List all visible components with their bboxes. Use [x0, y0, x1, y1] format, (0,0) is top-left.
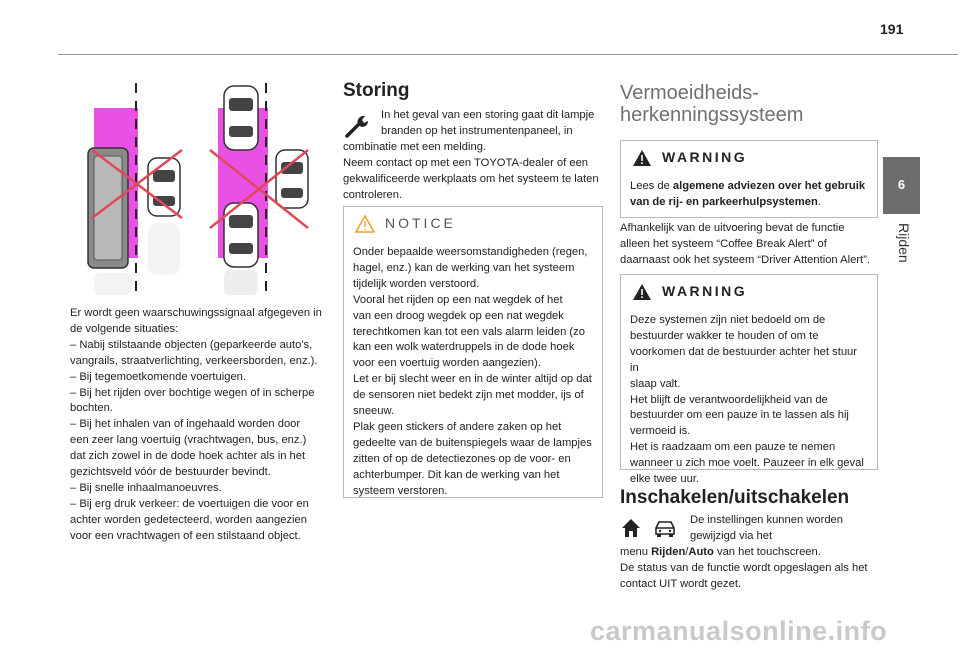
text-line: systeem verstoren.	[353, 484, 448, 497]
text-line: controleren.	[343, 188, 403, 201]
notice-box	[343, 206, 603, 498]
text-line: – Nabij stilstaande objecten (geparkeerde auto's,	[70, 338, 313, 351]
text-line: gewijzigd via het	[690, 529, 773, 542]
warning-title: WARNING	[662, 283, 748, 300]
variant-paragraph	[620, 221, 878, 269]
text-line: gezichtsveld vóór de bestuurder bevindt.	[70, 466, 271, 479]
text-line: achter worden gedetecteerd, worden aangezien	[70, 513, 307, 526]
text-line: achterbumper. Dit kan de werking van het	[353, 468, 560, 481]
text-span: /	[685, 545, 689, 558]
text-line: voor een vrachtwagen of een stilstaand object.	[70, 529, 301, 542]
text-line: elke twee uur.	[630, 473, 700, 486]
text-line: een zeer lang voertuig (vrachtwagen, bus, enz.)	[70, 434, 307, 447]
text-line: van een droog wegdek op een nat wegdek	[353, 309, 564, 322]
text-line: hagel, enz.) kan de werking van het systeem	[353, 261, 575, 274]
chapter-label	[888, 223, 918, 303]
warning-text	[630, 179, 868, 211]
text-span: .	[817, 195, 821, 208]
bold-text: Rijden	[651, 545, 686, 558]
text-line: branden op het instrumentenpaneel, in	[381, 124, 573, 137]
text-line: Deze systemen zijn niet bedoeld om de	[630, 314, 826, 326]
top-divider	[58, 54, 958, 55]
text-line: Het is raadzaam om een pauze te nemen	[630, 441, 836, 454]
watermark: carmanualsonline.info	[590, 616, 888, 646]
text-line: gekwalificeerde werkplaats om het systeem te laten	[343, 172, 599, 185]
chapter-label-text: Rijden	[896, 223, 912, 263]
text-line: de sensoren niet bedekt zijn met modder, ijs of	[353, 389, 584, 402]
text-line: bochten.	[70, 402, 113, 415]
text-line: vangrails, straatverlichting, verkeersborden, enz.).	[70, 354, 318, 367]
exclusion-situations-text	[70, 306, 332, 545]
text-span: menu	[620, 545, 652, 558]
truck-icon	[88, 148, 128, 268]
text-line: Onder bepaalde weersomstandigheden (regen,	[353, 246, 588, 258]
text-line: – Bij snelle inhaalmanoeuvres.	[70, 481, 222, 494]
text-line: Afhankelijk van de uitvoering bevat de functie	[620, 222, 845, 234]
storing-section	[343, 80, 603, 203]
notice-title: NOTICE	[385, 215, 456, 232]
warning-triangle-icon	[632, 149, 652, 167]
text-line: gedeelte van de buitenspiegels waar de lampjes	[353, 436, 592, 449]
text-line: de volgende situaties:	[70, 322, 179, 335]
text-line: Er wordt geen waarschuwingssignaal afgegeven in	[70, 307, 322, 319]
warning-triangle-icon	[632, 283, 652, 301]
bold-text: Auto	[688, 545, 714, 558]
chapter-number: 6	[897, 177, 906, 192]
inschakelen-text	[620, 513, 878, 593]
wrench-icon	[343, 112, 371, 140]
text-line: alleen het systeem “Coffee Break Alert” of	[620, 237, 827, 250]
car-settings-icon	[652, 517, 678, 539]
text-line: contact UIT wordt gezet.	[620, 577, 742, 590]
text-line: Plak geen stickers of andere zaken op het	[353, 420, 562, 433]
notice-triangle-icon	[355, 215, 375, 233]
text-line: tijdelijk worden verstoord.	[353, 277, 480, 290]
text-line: slaap valt.	[630, 377, 681, 390]
car-icon	[276, 150, 308, 208]
text-line: zitten of op de detectiezones op de voor- en	[353, 452, 571, 465]
text-line: – Bij het rijden over bochtige wegen of in scherpe	[70, 386, 315, 399]
car-icon	[224, 86, 258, 150]
text-line: voor een voertuig worden aangezien).	[353, 357, 541, 370]
text-line: Let er bij slecht weer en in de winter altijd op dat	[353, 373, 592, 386]
text-line: wanneer u zich moe voelt. Pauzeer in elk geval	[630, 457, 864, 470]
warning-title: WARNING	[662, 149, 748, 166]
text-line: Neem contact op met een TOYOTA-dealer of een	[343, 156, 589, 169]
text-line: In het geval van een storing gaat dit lampje	[381, 109, 595, 121]
text-span: van het touchscreen.	[713, 545, 821, 558]
storing-heading: Storing	[343, 80, 410, 101]
text-line: voorkomen dat de bestuurder achter het stuur in	[630, 345, 857, 374]
vermoeid-heading-line2: herkenningssysteem	[620, 104, 804, 126]
inschakelen-heading: Inschakelen/uitschakelen	[620, 487, 850, 508]
text-line: – Bij tegemoetkomende voertuigen.	[70, 370, 247, 383]
text-line: bestuurder om een pauze in te lassen als hij	[630, 409, 849, 422]
bold-text: algemene adviezen over het gebruik van de rij- en parkeerhulpsystemen	[630, 180, 866, 208]
text-line: De instellingen kunnen worden	[690, 514, 843, 526]
text-line: De status van de functie wordt opgeslagen als het	[620, 561, 868, 574]
menu-line	[620, 545, 878, 561]
blind-spot-illustration	[70, 78, 330, 303]
text-line: kan een wolk waterdruppels in de dode hoek	[353, 341, 575, 354]
text-line: terechtkomen kan tot een vals alarm leiden (zo	[353, 325, 585, 338]
car-icon	[148, 158, 180, 216]
vermoeid-heading-line1: Vermoeidheids-	[620, 82, 759, 104]
text-line: Het blijft de verantwoordelijkheid van de	[630, 393, 828, 406]
page-number: 191	[880, 21, 904, 37]
text-line: vermoeid is.	[630, 425, 691, 438]
text-line: dat zich zowel in de dode hoek achter als in het	[70, 450, 306, 463]
text-line: bestuurder wakker te houden of om te	[630, 329, 819, 342]
chapter-tab[interactable]	[883, 157, 920, 214]
text-line: sneeuw.	[353, 405, 395, 418]
text-span: Lees de	[630, 180, 673, 192]
text-line: combinatie met een melding.	[343, 140, 487, 153]
warning-box	[620, 140, 878, 218]
text-line: – Bij het inhalen van of ingehaald worden door	[70, 418, 301, 431]
text-line: Vooral het rijden op een nat wegdek of het	[353, 293, 563, 306]
text-line: – Bij erg druk verkeer: de voertuigen die voor en	[70, 497, 309, 510]
vermoeid-section	[620, 82, 878, 126]
home-icon	[620, 517, 642, 539]
warning-box	[620, 274, 878, 486]
text-line: daarnaast ook het systeem “Driver Attention Alert”.	[620, 253, 870, 266]
